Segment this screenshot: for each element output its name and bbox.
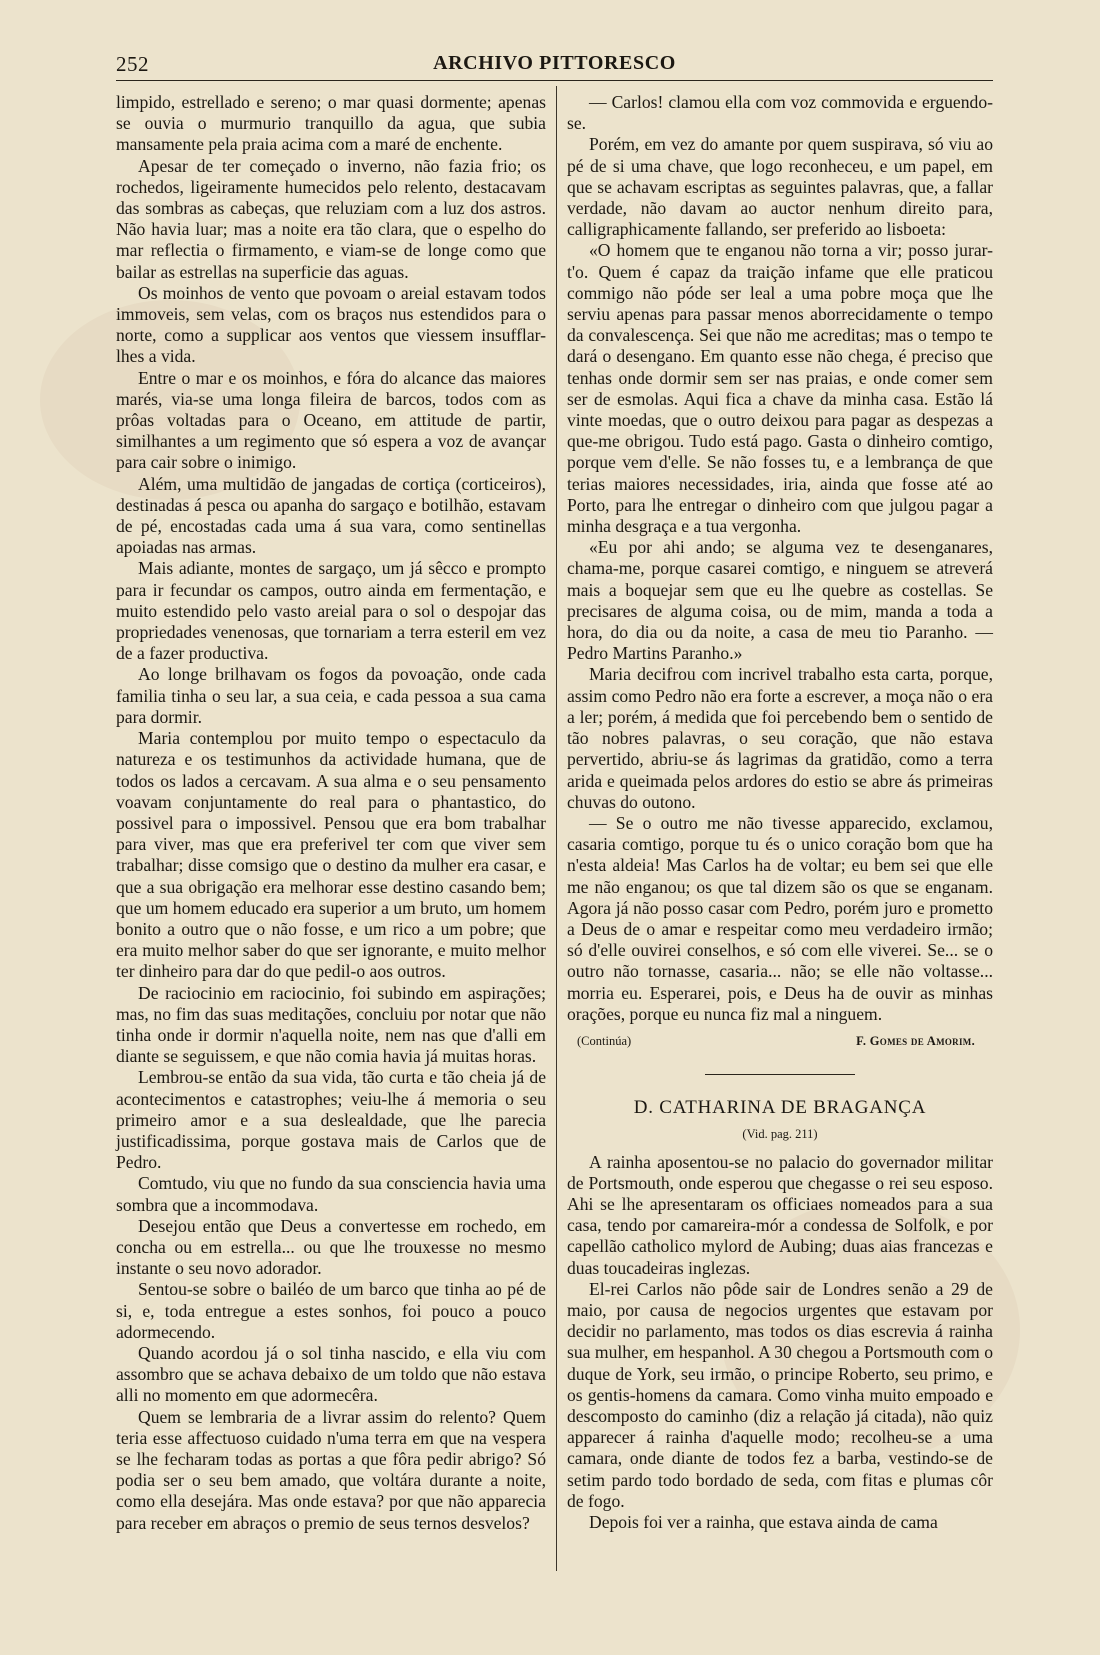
section-title: D. CATHARINA DE BRAGANÇA bbox=[633, 1097, 927, 1119]
paragraph: Comtudo, viu que no fundo da sua consciencia havia uma sombra que a incommodava. bbox=[116, 1173, 546, 1215]
paragraph: Porém, em vez do amante por quem suspirava, só viu ao pé de si uma chave, que logo reconheceu, e um papel, em que se achavam escriptas as seguintes palavras, que, a fallar verdade, não davam ao auctor nenhum direito para, calligraphicamente fallando, ser preferido ao lisboeta: bbox=[567, 134, 993, 240]
paragraph: Quem se lembraria de a livrar assim do relento? Quem teria esse affectuoso cuidado n'uma terra em que na vespera se lhe fecharam todas as portas a que fôra pedir abrigo? Só podia ser o seu bem amado, que voltára durante a noite, como ella desejára. Mas onde estava? por que não apparecia para receber em abraços o premio de seus ternos desvelos? bbox=[116, 1406, 546, 1533]
letter-paragraph: «O homem que te enganou não torna a vir; posso jurar-t'o. Quem é capaz da traição infame que elle praticou commigo não póde ser leal a uma pobre moça que lhe serviu apenas para passar menos aborrecidamente o tempo da convalescença. Sei que não me acreditas; mas o tempo te dará o desengano. Em quanto esse não chega, é preciso que tenhas onde dormir sem ser nas praias, e onde comer sem ser de esmolas. Aqui fica a chave da minha casa. Estão lá vinte moedas, que o outro deixou para pagar as despezas a que-me obrigou. Tudo está pago. Gasta o dinheiro comtigo, porque vem d'elle. Se não fosses tu, e a lembrança de que terias maiores necessidades, iria, ainda que fosse até ao Porto, para lhe entregar o dinheiro com que julgou pagar a minha desgraça e a tua vergonha. bbox=[567, 240, 993, 537]
paragraph: — Se o outro me não tivesse apparecido, exclamou, casaria comtigo, porque tu és o unico coração bom que ha n'esta aldeia! Mas Carlos ha de voltar; eu bem sei que elle me não enganou; os que tal dizem são os que se enganam. Agora já não posso casar com Pedro, porém juro e prometto a Deus de o amar e respeitar como meu verdadeiro irmão; só d'elle ouvirei conselhos, e só com elle viverei. Se... se o outro não tornasse, casaria... não; se elle não voltasse... morria eu. Esperarei, pois, e Deus ha de ouvir as minhas orações, porque eu nunca fiz mal a ninguem. bbox=[567, 812, 993, 1024]
paragraph: El-rei Carlos não pôde sair de Londres senão a 29 de maio, por causa de negocios urgentes que estavam por decidir no parlamento, mas todos os dias escrevia á rainha sua mulher, em hespanhol. A 30 chegou a Portsmouth com o duque de York, seu irmão, o principe Roberto, seu primo, e os gentis-homens da camara. Como vinha muito empoado e descomposto do caminho (diz a relação já citada), não quiz apparecer á rainha d'aquelle modo; recolheu-se a uma camara, onde diante de todos fez a barba, vestindo-se de setim pardo todo bordado de seda, com fitas e plumas côr de fogo. bbox=[567, 1278, 993, 1511]
paragraph: Os moinhos de vento que povoam o areial estavam todos immoveis, sem velas, com os braços nus estendidos para o norte, como a supplicar aos ventos que viessem insufflar-lhes a vida. bbox=[116, 282, 546, 367]
column-divider bbox=[556, 86, 557, 1571]
page-header bbox=[116, 52, 993, 82]
paragraph: Maria contemplou por muito tempo o espectaculo da natureza e os testimunhos da actividade humana, que de todos os lados a cercavam. A sua alma e o seu pensamento voavam conjuntamente do real para o phantastico, do possivel para o impossivel. Pensou que era bom trabalhar para viver, mas que era preferivel ter com que viver sem trabalhar; disse comsigo que o destino da mulher era casar, e que a sua obrigação era melhorar esse destino casando bem; que um homem educado era superior a um bruto, um homem bonito a outro que o não fosse, e um rico a um pobre; que era muito melhor saber do que ser ignorante, e muito melhor ter dinheiro para dar do que pedil-o aos outros. bbox=[116, 728, 546, 982]
page-number: 252 bbox=[116, 52, 149, 76]
article-signature bbox=[577, 1031, 993, 1052]
paragraph: Apesar de ter começado o inverno, não fazia frio; os rochedos, ligeiramente humecidos pelo relento, destacavam das sombras as cabeças, que reluziam com a luz dos astros. Não havia luar; mas a noite era tão clara, que o espelho do mar reflectia o firmamento, e viam-se de longe como que bailar as estrellas na superficie das aguas. bbox=[116, 155, 546, 282]
author-name: F. Gomes de Amorim. bbox=[856, 1033, 975, 1048]
paragraph: Maria decifrou com incrivel trabalho esta carta, porque, assim como Pedro não era forte a escrever, a moça não o era a ler; porém, á medida que foi percebendo bem o sentido de tão nobres palavras, o seu coração, que não estava pervertido, abriu-se ás lagrimas da gratidão, como a terra arida e queimada pelos ardores do estio se abre ás primeiras chuvas do outono. bbox=[567, 664, 993, 812]
paragraph: Ao longe brilhavam os fogos da povoação, onde cada familia tinha o seu lar, a sua ceia, e cada pessoa a sua cama para dormir. bbox=[116, 664, 546, 727]
section-reference: (Vid. pag. 211) bbox=[742, 1127, 818, 1142]
paragraph: Mais adiante, montes de sargaço, um já sêcco e prompto para ir fecundar os campos, outro ainda em fermentação, e muito estendido pelo vasto areial para o sol o despojar das propriedades venenosas, que tornariam a terra esteril em vez de a fazer productiva. bbox=[116, 558, 546, 664]
paragraph: Sentou-se sobre o bailéo de um barco que tinha ao pé de si, e, toda entregue a estes sonhos, foi pouco a pouco adormecendo. bbox=[116, 1279, 546, 1342]
letter-paragraph: «Eu por ahi ando; se alguma vez te desenganares, chama-me, porque casarei comtigo, e ninguem se atreverá mais a boquejar sem que eu lhe quebre as costellas. Se precisares de alguma coisa, ou de mim, manda a toda a hora, do dia ou da noite, a casa de meu tio Paranho. — Pedro Martins Paranho.» bbox=[567, 537, 993, 664]
continued-label: (Continúa) bbox=[577, 1033, 632, 1048]
paragraph: Desejou então que Deus a convertesse em rochedo, em concha ou em estrella... ou que lhe trouxesse no mesmo instante o seu novo adorador. bbox=[116, 1215, 546, 1279]
paragraph: Além, uma multidão de jangadas de cortiça (corticeiros), destinadas á pesca ou apanha do sargaço e botilhão, estavam de pé, encostadas cada uma á sua vara, como sentinellas apoiadas nas armas. bbox=[116, 473, 546, 558]
paragraph: limpido, estrellado e sereno; o mar quasi dormente; apenas se ouvia o murmurio tranquillo da agua, que subia mansamente pela praia acima com a maré de enchente. bbox=[116, 92, 546, 155]
paragraph: A rainha aposentou-se no palacio do governador militar de Portsmouth, onde esperou que chegasse o rei seu esposo. Ahi se lhe apresentaram os officiaes nomeados para a sua casa, tendo por camareira-mór a condessa de Solfolk, e por capellão catholico mylord de Aubing; duas aias francezas e duas toucadeiras inglezas. bbox=[567, 1151, 993, 1278]
paragraph: De raciocinio em raciocinio, foi subindo em aspirações; mas, no fim das suas meditações, concluiu por notar que não tinha onde ir dormir n'aquella noite, nem nas que d'alli em diante se seguissem, e que não comia havia já muitas horas. bbox=[116, 982, 546, 1067]
paragraph: Depois foi ver a rainha, que estava ainda de cama bbox=[589, 1512, 938, 1532]
paragraph: Entre o mar e os moinhos, e fóra do alcance das maiores marés, via-se uma longa fileira de barcos, todos com as prôas voltadas para o Oceano, em attitude de partir, similhantes a um regimento que só espera a voz de avançar para cair sobre o inimigo. bbox=[116, 367, 546, 473]
paragraph: — Carlos! clamou ella com voz commovida e erguendo-se. bbox=[567, 92, 993, 134]
header-rule bbox=[116, 80, 993, 81]
paragraph: Lembrou-se então da sua vida, tão curta e tão cheia já de acontecimentos e catastrophes; veiu-lhe á memoria o seu primeiro amor e a sua deslealdade, que lhe parecia justificadissima, porque gostava mais de Carlos que de Pedro. bbox=[116, 1067, 546, 1173]
journal-title: ARCHIVO PITTORESCO bbox=[433, 52, 676, 74]
left-column bbox=[116, 92, 546, 1534]
section-separator bbox=[705, 1074, 855, 1075]
paragraph: Quando acordou já o sol tinha nascido, e ella viu com assombro que se achava debaixo de um toldo que não estava alli no momento em que adormecêra. bbox=[116, 1342, 546, 1406]
right-column bbox=[567, 92, 993, 1533]
